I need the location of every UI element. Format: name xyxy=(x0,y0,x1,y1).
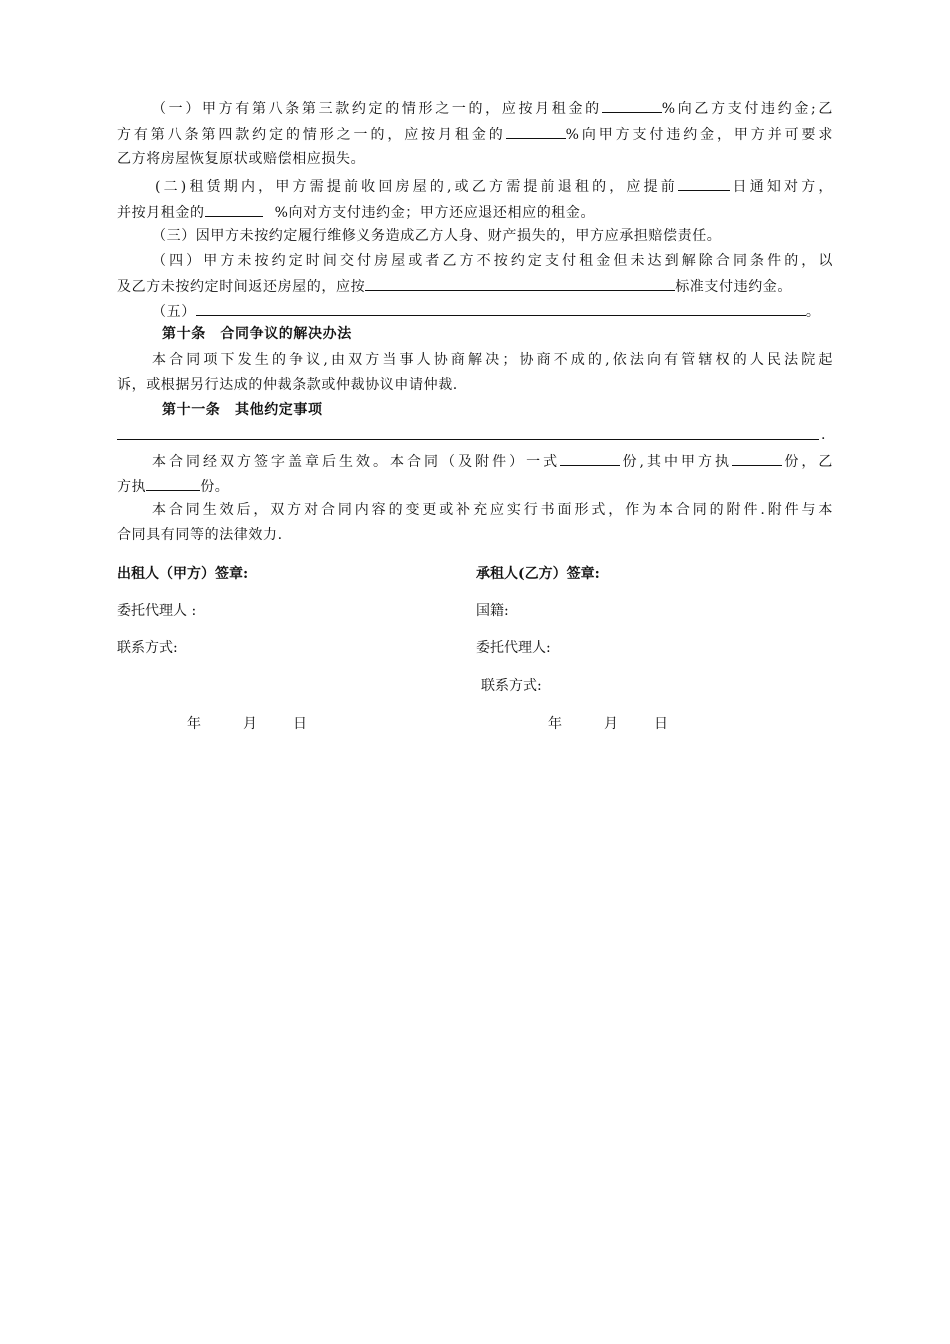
lessee-contact-label: 联系方式: xyxy=(481,678,542,694)
article-10-heading: 第十条 合同争议的解决办法 xyxy=(162,326,352,342)
clause-3-line xyxy=(152,224,833,248)
clause-5-label: （五） xyxy=(152,304,196,320)
clause-4-text-a: （四）甲方未按约定时间交付房屋或者乙方不按约定支付租金但未达到解除合同条件的，以 xyxy=(152,253,833,269)
lessor-signature-title: 出租人（甲方）签章: xyxy=(117,566,249,582)
clause-5-line xyxy=(152,298,833,322)
clause-4-text-b: 及乙方未按约定时间返还房屋的，应按 xyxy=(117,279,366,295)
lessor-date-year: 年 xyxy=(187,716,201,732)
clause-1-text-d: %向甲方支付违约金，甲方并可要求 xyxy=(565,127,833,143)
clause-1-text-e: 乙方将房屋恢复原状或赔偿相应损失。 xyxy=(117,151,366,167)
article-11-end-dot: . xyxy=(821,427,826,443)
clause-1-line-2 xyxy=(117,121,833,145)
clause-3-text: （三）因甲方未按约定履行维修义务造成乙方人身、财产损失的，甲方应承担赔偿责任。 xyxy=(152,228,722,244)
blank-clause-5[interactable] xyxy=(196,298,806,316)
lessor-agent-label: 委托代理人 : xyxy=(117,603,197,619)
clause-4-text-c: 标准支付违约金。 xyxy=(675,279,793,295)
lessor-contact-label: 联系方式: xyxy=(117,640,178,656)
lessee-agent-label: 委托代理人: xyxy=(476,640,551,656)
effect-para2-line-1: 本合同生效后，双方对合同内容的变更或补充应实行书面形式，作为本合同的附件.附件与本 xyxy=(152,502,833,518)
lessee-date-year: 年 xyxy=(548,716,562,732)
clause-1-text-b: %向乙方支付违约金;乙 xyxy=(661,101,834,117)
clause-1-text-a: （一）甲方有第八条第三款约定的情形之一的，应按月租金的 xyxy=(152,101,602,117)
clause-2-line-2 xyxy=(117,199,833,223)
blank-penalty-standard[interactable] xyxy=(365,273,675,291)
effect-line-2: 方执 份。 xyxy=(117,473,833,497)
article-10-para-line-2: 诉，或根据另行达成的仲裁条款或仲裁协议申请仲裁. xyxy=(117,377,458,393)
lessee-date-month: 月 xyxy=(604,716,618,732)
effect-para2-line-2: 合同具有同等的法律效力. xyxy=(117,527,283,543)
clause-2-text-a: (二)租赁期内，甲方需提前收回房屋的,或乙方需提前退租的，应提前 xyxy=(155,179,678,195)
clause-4-line-1 xyxy=(152,249,833,273)
lessee-nationality-label: 国籍: xyxy=(476,603,509,619)
article-11-heading: 第十一条 其他约定事项 xyxy=(162,402,323,418)
blank-rate-1[interactable] xyxy=(602,95,662,113)
blank-rate-2[interactable] xyxy=(506,121,566,139)
clause-2-text-d: %向对方支付违约金；甲方还应退还相应的租金。 xyxy=(274,205,596,221)
lessor-date xyxy=(187,712,307,736)
lessee-date xyxy=(548,712,668,736)
lessee-date-day: 日 xyxy=(654,716,668,732)
clause-1-line-3 xyxy=(117,147,833,171)
clause-1-line-1 xyxy=(152,95,833,119)
blank-rate-3[interactable] xyxy=(205,199,263,217)
lessor-date-month: 月 xyxy=(243,716,257,732)
blank-copies-lessee[interactable] xyxy=(146,473,200,491)
clause-2-line-1 xyxy=(155,173,833,197)
blank-copies-total[interactable] xyxy=(560,448,620,466)
clause-2-text-c: 并按月租金的 xyxy=(117,205,205,221)
effect-line-1: 本合同经双方签字盖章后生效。本合同（及附件）一式 份,其中甲方执 份，乙 xyxy=(152,448,833,472)
lessee-signature-title: 承租人(乙方）签章: xyxy=(476,566,600,582)
blank-notice-days[interactable] xyxy=(678,173,730,191)
clause-5-end: 。 xyxy=(805,304,821,320)
clause-1-text-c: 方有第八条第四款约定的情形之一的，应按月租金的 xyxy=(117,127,506,143)
clause-4-line-2 xyxy=(117,273,837,297)
article-10-para-line-1: 本合同项下发生的争议,由双方当事人协商解决；协商不成的,依法向有管辖权的人民法院起 xyxy=(152,352,833,368)
clause-2-text-b: 日通知对方， xyxy=(729,179,833,195)
blank-other-matters[interactable] xyxy=(117,439,819,440)
blank-copies-lessor[interactable] xyxy=(732,448,782,466)
lessor-date-day: 日 xyxy=(293,716,307,732)
